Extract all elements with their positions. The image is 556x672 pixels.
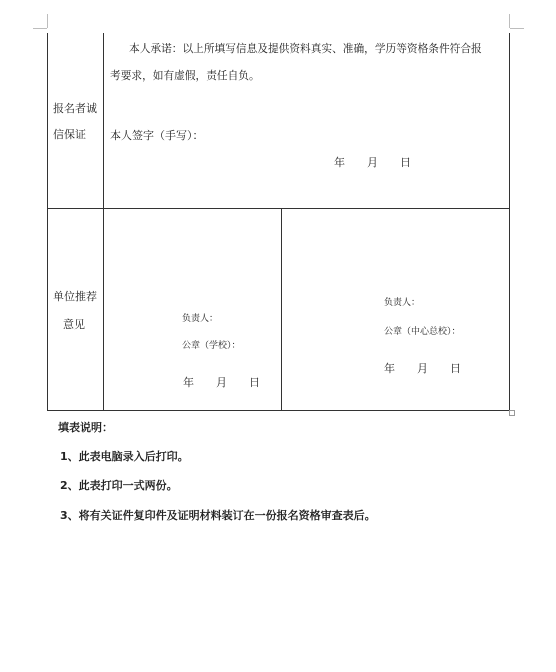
promise-line1: 本人承诺：以上所填写信息及提供资料真实、准确，学历等资格条件符合报 [129, 42, 482, 55]
note-item-1: 1、此表电脑录入后打印。 [60, 450, 189, 463]
application-form-table [47, 33, 510, 411]
table-resize-handle[interactable] [509, 410, 515, 416]
crop-mark-right-h [510, 28, 524, 29]
guarantee-label-line1: 报名者诚 [53, 102, 97, 115]
guarantee-label-line2: 信保证 [53, 128, 86, 141]
crop-mark-right-v [509, 14, 510, 28]
border-bottom [47, 410, 510, 411]
border-split-column [281, 208, 282, 411]
recommendation-label-line1: 单位推荐 [53, 290, 97, 303]
recommendation-label-line2: 意见 [63, 318, 85, 331]
center-date: 年 月 日 [384, 362, 461, 375]
border-label-column [103, 33, 104, 411]
center-seal: 公章（中心总校）： [384, 327, 461, 337]
border-left [47, 33, 48, 411]
school-seal: 公章（学校）： [182, 341, 241, 351]
border-row-divider [47, 208, 510, 209]
crop-mark-left-h [33, 28, 47, 29]
signature-label: 本人签字（手写）： [110, 129, 204, 142]
guarantee-date: 年 月 日 [334, 156, 411, 169]
center-responsible: 负责人： [384, 298, 421, 308]
border-right [509, 33, 510, 411]
promise-line2: 考要求，如有虚假，责任自负。 [110, 69, 260, 82]
notes-title: 填表说明： [58, 421, 113, 434]
school-responsible: 负责人： [182, 314, 219, 324]
crop-mark-left-v [47, 14, 48, 28]
school-date: 年 月 日 [183, 376, 260, 389]
note-item-2: 2、此表打印一式两份。 [60, 479, 178, 492]
note-item-3: 3、将有关证件复印件及证明材料装订在一份报名资格审查表后。 [60, 509, 376, 522]
